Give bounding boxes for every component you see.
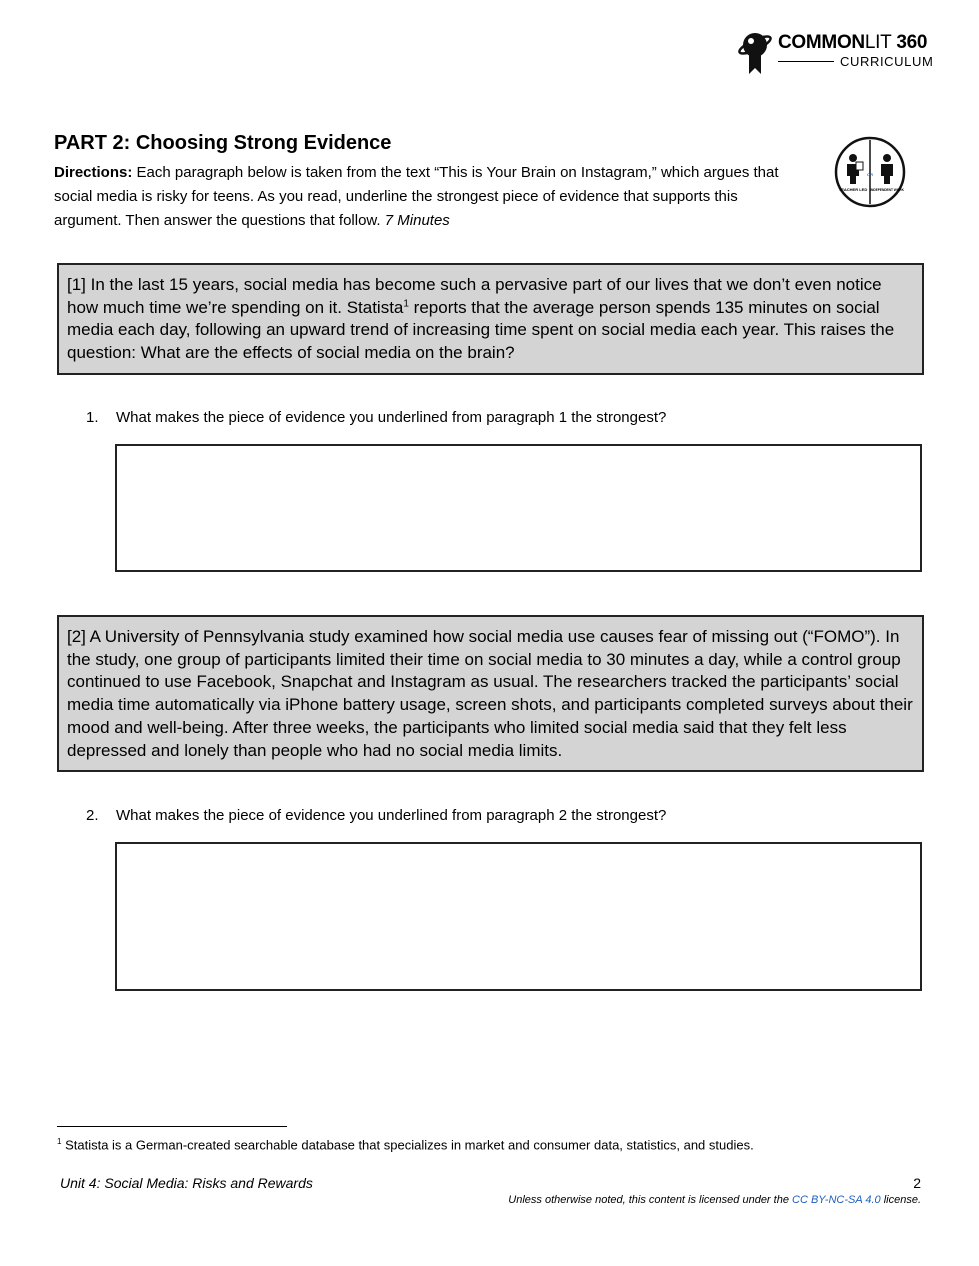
paragraph-2-text: [2] A University of Pennsylvania study examined how social media use causes fear of missing out (“FOMO”). In the study, one group of participants limited their time on social media to 30 minutes a day, while a control group continued to use Facebook, Snapchat and Instagram as usual. The researchers tracked the participants’ social media time automatically via iPhone battery usage, screen shots, and participants completed surveys about their mood and well-being. After three weeks, the participants who limited social media said that they felt less depressed and lonely than people who had no social media limits. — [67, 627, 913, 760]
paragraph-2-box — [57, 615, 924, 772]
question-2 — [86, 807, 666, 824]
logo-brand: COMMONLIT 360 — [778, 32, 928, 53]
directions-label: Directions: — [54, 164, 133, 181]
answer-box-2[interactable] — [115, 842, 922, 991]
paragraph-1-text-a: [1] In the last 15 years, social media has become such a pervasive part of our lives that we don’t even notice how much time we’re spending on it. Statista — [67, 275, 882, 317]
question-1 — [86, 409, 666, 426]
logo-subtitle: CURRICULUM — [840, 54, 934, 69]
directions-text: Each paragraph below is taken from the text “This is Your Brain on Instagram,” which argues that social media is risky for teens. As you read, underline the strongest piece of evidence that supports this argument. Then answer the questions that follow. — [54, 164, 779, 229]
directions — [54, 161, 804, 233]
license-link[interactable]: CC BY-NC-SA 4.0 — [792, 1194, 881, 1206]
question-1-text: What makes the piece of evidence you underlined from paragraph 1 the strongest? — [116, 409, 667, 426]
directions-time: 7 Minutes — [384, 212, 450, 229]
logo-rule — [778, 61, 834, 62]
paragraph-1-box — [57, 263, 924, 375]
footnote-text: Statista is a German-created searchable database that specializes in market and consumer data, statistics, and studies. — [61, 1137, 754, 1153]
license-text-a: Unless otherwise noted, this content is licensed under the — [508, 1194, 792, 1206]
license-notice — [508, 1194, 921, 1206]
footnote-marker: 1 — [57, 1137, 62, 1146]
question-2-number: 2. — [86, 807, 99, 824]
icon-or-label: OR — [867, 172, 873, 177]
commonlit-logo — [738, 28, 948, 76]
footer-unit: Unit 4: Social Media: Risks and Rewards — [60, 1175, 313, 1191]
page-number: 2 — [913, 1175, 921, 1191]
part-title: PART 2: Choosing Strong Evidence — [54, 132, 392, 154]
footnote — [57, 1137, 754, 1152]
icon-right-label: INDEPENDENT WORK — [870, 188, 904, 192]
teacher-led-or-independent-icon — [834, 136, 906, 208]
footnote-divider — [57, 1126, 287, 1127]
footnote-ref[interactable]: 1 — [403, 298, 409, 310]
answer-box-1[interactable] — [115, 444, 922, 572]
paragraph-1-text-b: reports that the average person spends 135 minutes on social media each day, following an upward trend of increasing time spent on social media each year. This raises the question: What are the effects of social media on the brain? — [67, 297, 895, 363]
icon-left-label: TEACHER LED — [838, 187, 868, 192]
license-text-b: license. — [880, 1194, 921, 1206]
commonlit-globe-icon — [738, 28, 774, 76]
question-2-text: What makes the piece of evidence you underlined from paragraph 2 the strongest? — [116, 807, 667, 824]
question-1-number: 1. — [86, 409, 99, 426]
